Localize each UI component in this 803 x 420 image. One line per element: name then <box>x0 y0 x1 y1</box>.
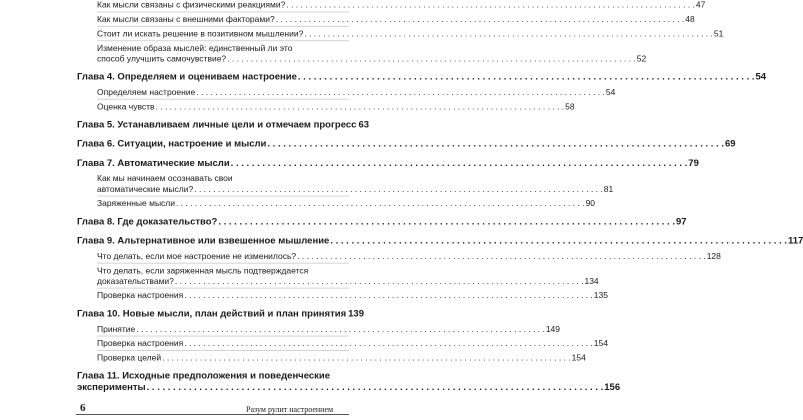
toc-chapter-title-line1[interactable]: Глава 11. Исходные предположения и поведенческие <box>77 371 331 382</box>
toc-page-number: 63 <box>358 119 370 131</box>
toc-chapter-title: Глава 9. Альтернативное или взвешенное мышление <box>77 235 330 247</box>
toc-chapter-title: Глава 8. Где доказательство? <box>77 216 218 228</box>
toc-leader <box>147 383 604 394</box>
toc-leader <box>196 87 605 97</box>
toc-entry-title: Как мысли связаны с физическими реакциями? <box>97 0 286 10</box>
toc-leader <box>267 139 724 150</box>
toc-leader <box>156 102 565 112</box>
toc-chapter-title: Глава 4. Определяем и оцениваем настроение <box>77 71 297 83</box>
divider <box>97 350 349 351</box>
toc-entry-title: Принятие <box>97 324 136 334</box>
toc-page-number: 47 <box>695 0 706 10</box>
toc-leader <box>297 251 706 261</box>
toc-entry[interactable] <box>97 338 608 349</box>
toc-entry[interactable] <box>97 276 599 286</box>
divider <box>97 336 349 337</box>
toc-entry[interactable] <box>97 101 575 112</box>
footer-page-number: 6 <box>80 402 86 414</box>
toc-entry[interactable] <box>97 87 616 97</box>
toc-leader <box>276 14 685 24</box>
toc-entry-title: Как мысли связаны с внешними факторами? <box>97 14 275 24</box>
divider <box>97 12 349 13</box>
toc-entry-title-line1[interactable]: Как мы начинаем осознавать свои <box>97 173 233 184</box>
toc-entry-title: Проверка настроения <box>97 338 184 349</box>
toc-entry-title: Определяем настроение <box>97 87 196 97</box>
toc-page-number: 90 <box>585 198 596 209</box>
toc-entry-title: Стоит ли искать решение в позитивном мышлении? <box>97 28 304 39</box>
toc-page-number: 52 <box>636 53 647 64</box>
toc-leader <box>304 29 713 39</box>
toc-leader <box>227 54 636 64</box>
toc-leader <box>218 217 675 228</box>
toc-entry[interactable] <box>97 290 608 301</box>
toc-chapter[interactable] <box>77 308 364 320</box>
divider <box>97 26 349 27</box>
toc-chapter-title: Глава 7. Автоматические мысли <box>77 158 230 169</box>
toc-leader <box>194 184 603 194</box>
divider <box>97 288 349 289</box>
toc-page-number: 149 <box>545 324 560 334</box>
toc-chapter-title: Глава 6. Ситуации, настроение и мысли <box>77 139 267 150</box>
toc-chapter[interactable] <box>77 216 687 228</box>
toc-entry[interactable] <box>97 53 647 64</box>
toc-page-number: 81 <box>603 184 614 194</box>
toc-entry[interactable] <box>97 184 614 194</box>
toc-entry-title: Оценка чувств <box>97 101 155 112</box>
toc-entry[interactable] <box>97 28 724 39</box>
toc-leader <box>330 236 787 247</box>
divider <box>97 196 349 197</box>
toc-entry-title-line2: автоматические мысли? <box>97 184 194 194</box>
toc-page-number: 79 <box>688 158 699 169</box>
toc-page-number: 154 <box>593 338 608 349</box>
toc-page-number: 154 <box>571 352 586 363</box>
toc-page-number: 128 <box>706 251 721 261</box>
footer-rule <box>76 414 349 415</box>
toc-leader <box>136 324 545 334</box>
toc-entry[interactable] <box>97 251 721 261</box>
toc-entry-title-line2: способ улучшить самочувствие? <box>97 53 227 64</box>
toc-chapter-title: Глава 10. Новые мысли, план действий и план принятия <box>77 308 347 320</box>
toc-entry[interactable] <box>97 198 596 209</box>
toc-page-number: 58 <box>565 101 575 112</box>
toc-entry-title-line1[interactable]: Что делать, если заряженная мысль подтверждается <box>97 265 309 276</box>
toc-chapter[interactable] <box>77 119 370 131</box>
toc-page-number: 51 <box>713 28 724 39</box>
toc-entry-title: Проверка целей <box>97 352 162 363</box>
toc-entry-title: Проверка настроения <box>97 290 184 301</box>
divider <box>97 40 349 41</box>
toc-page-number: 97 <box>675 216 687 228</box>
toc-entry-title: Заряженные мысли <box>97 198 176 209</box>
toc-chapter[interactable] <box>77 382 621 394</box>
toc-leader <box>184 291 593 301</box>
toc-chapter-title-line2: эксперименты <box>77 382 146 394</box>
toc-entry[interactable] <box>97 352 586 363</box>
toc-page-number: 117 <box>787 235 803 247</box>
toc-page-number: 139 <box>348 308 364 320</box>
toc-page-number: 48 <box>685 14 695 24</box>
toc-leader <box>298 72 755 83</box>
divider <box>97 99 349 100</box>
toc-page-number: 54 <box>605 87 616 97</box>
footer-book-title: Разум рулит настроением <box>246 405 334 414</box>
toc-entry[interactable] <box>97 0 706 10</box>
toc-page-number: 156 <box>604 382 621 394</box>
toc-entry-title: Что делать, если мое настроение не изменилось? <box>97 251 297 261</box>
toc-leader <box>175 276 584 286</box>
toc-entry[interactable] <box>97 324 560 334</box>
toc-leader <box>286 0 695 10</box>
toc-leader <box>231 158 688 169</box>
toc-chapter[interactable] <box>77 71 767 83</box>
toc-leader <box>162 353 571 363</box>
toc-leader <box>184 338 593 348</box>
toc-page-number: 135 <box>593 290 608 301</box>
toc-chapter[interactable] <box>77 235 803 247</box>
toc-page-number: 54 <box>755 71 767 83</box>
toc-entry[interactable] <box>97 14 695 24</box>
toc-leader <box>176 198 585 208</box>
toc-entry-title-line2: доказательствами? <box>97 276 174 286</box>
toc-page-number: 69 <box>725 139 736 150</box>
toc-entry-title-line1[interactable]: Изменение образа мыслей: единственный ли это <box>97 43 293 53</box>
toc-page-number: 134 <box>584 276 599 286</box>
toc-chapter[interactable] <box>77 158 699 169</box>
toc-chapter[interactable] <box>77 139 736 150</box>
divider <box>97 263 349 264</box>
toc-chapter-title: Глава 5. Устанавливаем личные цели и отмечаем прогресс <box>77 119 357 131</box>
